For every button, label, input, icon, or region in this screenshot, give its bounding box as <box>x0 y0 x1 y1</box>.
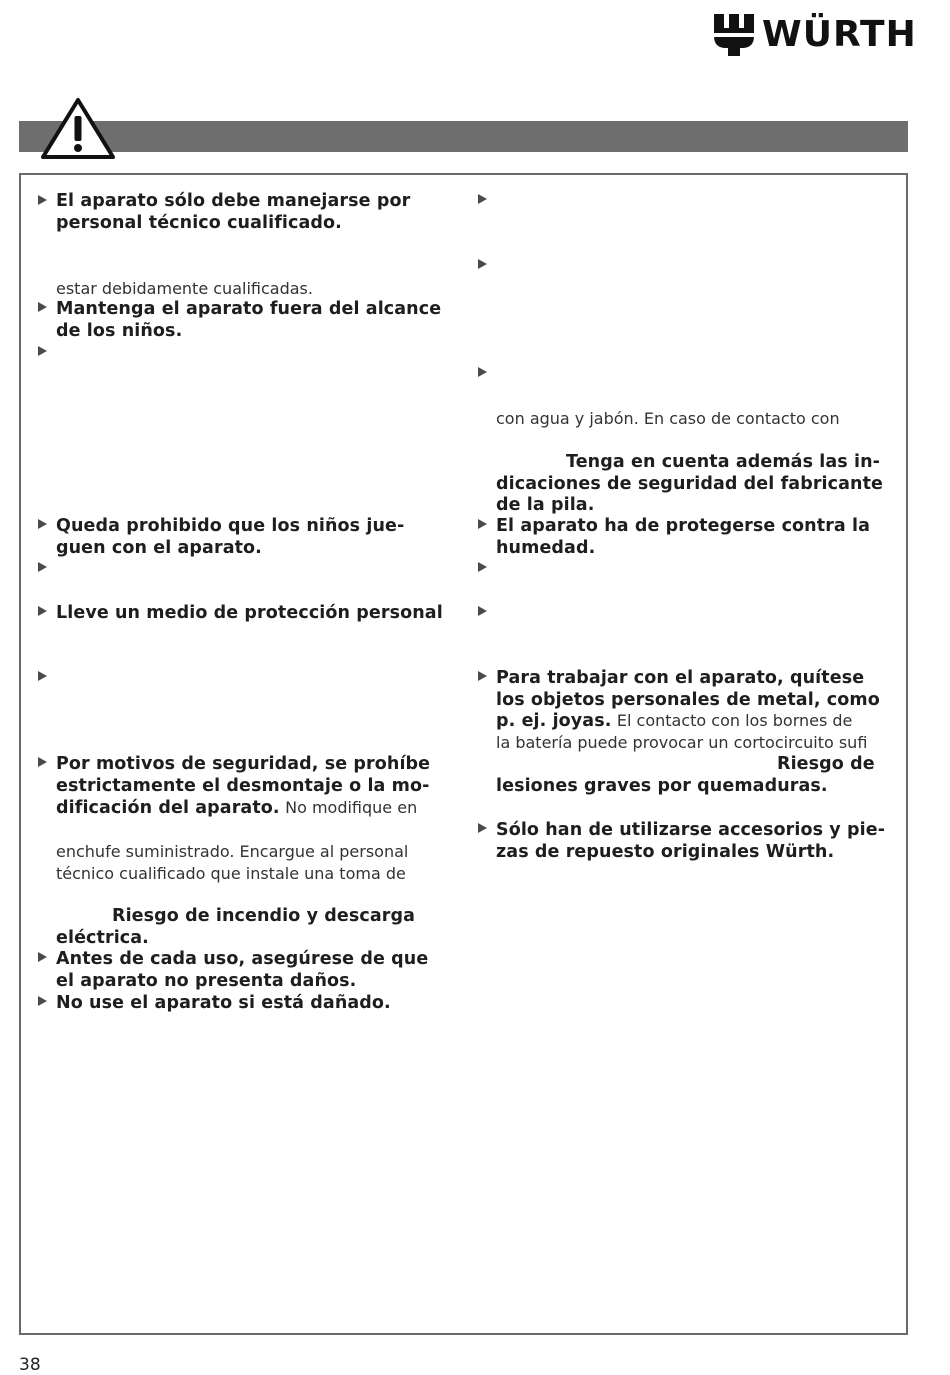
bullet-arrow-icon <box>38 996 47 1006</box>
left-line: estrictamente el desmontaje o la mo- <box>56 776 430 796</box>
bullet-arrow-icon <box>38 346 47 356</box>
bullet-arrow-icon <box>478 519 487 529</box>
right-line: la batería puede provocar un cortocircuito sufi <box>496 733 868 752</box>
bullet-arrow-icon <box>478 671 487 681</box>
brand-name: WÜRTH <box>762 14 917 55</box>
bullet-arrow-icon <box>38 519 47 529</box>
right-line-bold: p. ej. joyas. <box>496 711 612 731</box>
left-line: Mantenga el aparato fuera del alcance <box>56 299 442 319</box>
left-line-normal: No modifique en <box>285 798 418 817</box>
left-line: enchufe suministrado. Encargue al personal <box>56 842 409 861</box>
right-line: humedad. <box>496 538 596 558</box>
bullet-arrow-icon <box>38 757 47 767</box>
bullet-arrow-icon <box>38 562 47 572</box>
left-line: Por motivos de seguridad, se prohíbe <box>56 754 431 774</box>
left-line: Riesgo de incendio y descarga <box>112 906 416 926</box>
right-line: El aparato ha de protegerse contra la <box>496 516 871 536</box>
left-line: Antes de cada uso, asegúrese de que <box>56 949 429 969</box>
warning-icon <box>40 96 116 160</box>
right-line <box>496 710 852 732</box>
bullet-arrow-icon <box>38 195 47 205</box>
left-line: No use el aparato si está dañado. <box>56 993 391 1013</box>
left-line: personal técnico cualificado. <box>56 213 342 233</box>
wurth-logo <box>714 14 917 56</box>
right-line: zas de repuesto originales Würth. <box>496 842 835 862</box>
left-line: técnico cualificado que instale una toma de <box>56 864 406 883</box>
bullet-arrow-icon <box>478 367 487 377</box>
left-line: Queda prohibido que los niños jue- <box>56 516 405 536</box>
right-line: Sólo han de utilizarse accesorios y pie- <box>496 820 886 840</box>
left-line: guen con el aparato. <box>56 538 262 558</box>
left-line: estar debidamente cualificadas. <box>56 279 313 298</box>
bullet-arrow-icon <box>478 606 487 616</box>
bullet-arrow-icon <box>478 259 487 269</box>
left-line-bold: dificación del aparato. <box>56 798 280 818</box>
right-line-normal: El contacto con los bornes de <box>616 711 853 730</box>
bullet-arrow-icon <box>478 562 487 572</box>
right-line: de la pila. <box>496 495 595 515</box>
right-line: Tenga en cuenta además las in- <box>566 452 881 472</box>
bullet-arrow-icon <box>478 194 487 204</box>
right-line: los objetos personales de metal, como <box>496 690 880 710</box>
wurth-logo-mark-icon <box>714 14 754 56</box>
right-line: Riesgo de <box>777 754 875 774</box>
right-line: con agua y jabón. En caso de contacto con <box>496 409 840 428</box>
right-line: Para trabajar con el aparato, quítese <box>496 668 865 688</box>
right-line: dicaciones de seguridad del fabricante <box>496 474 884 494</box>
left-line: eléctrica. <box>56 928 149 948</box>
bullet-arrow-icon <box>38 302 47 312</box>
left-line: de los niños. <box>56 321 183 341</box>
section-header-band <box>19 121 908 152</box>
left-line: el aparato no presenta daños. <box>56 971 357 991</box>
bullet-arrow-icon <box>478 823 487 833</box>
page-number: 38 <box>19 1355 41 1375</box>
left-line: El aparato sólo debe manejarse por <box>56 191 411 211</box>
left-line: Lleve un medio de protección personal <box>56 603 443 623</box>
bullet-arrow-icon <box>38 671 47 681</box>
left-line <box>56 797 417 819</box>
bullet-arrow-icon <box>38 606 47 616</box>
right-line: lesiones graves por quemaduras. <box>496 776 828 796</box>
bullet-arrow-icon <box>38 952 47 962</box>
